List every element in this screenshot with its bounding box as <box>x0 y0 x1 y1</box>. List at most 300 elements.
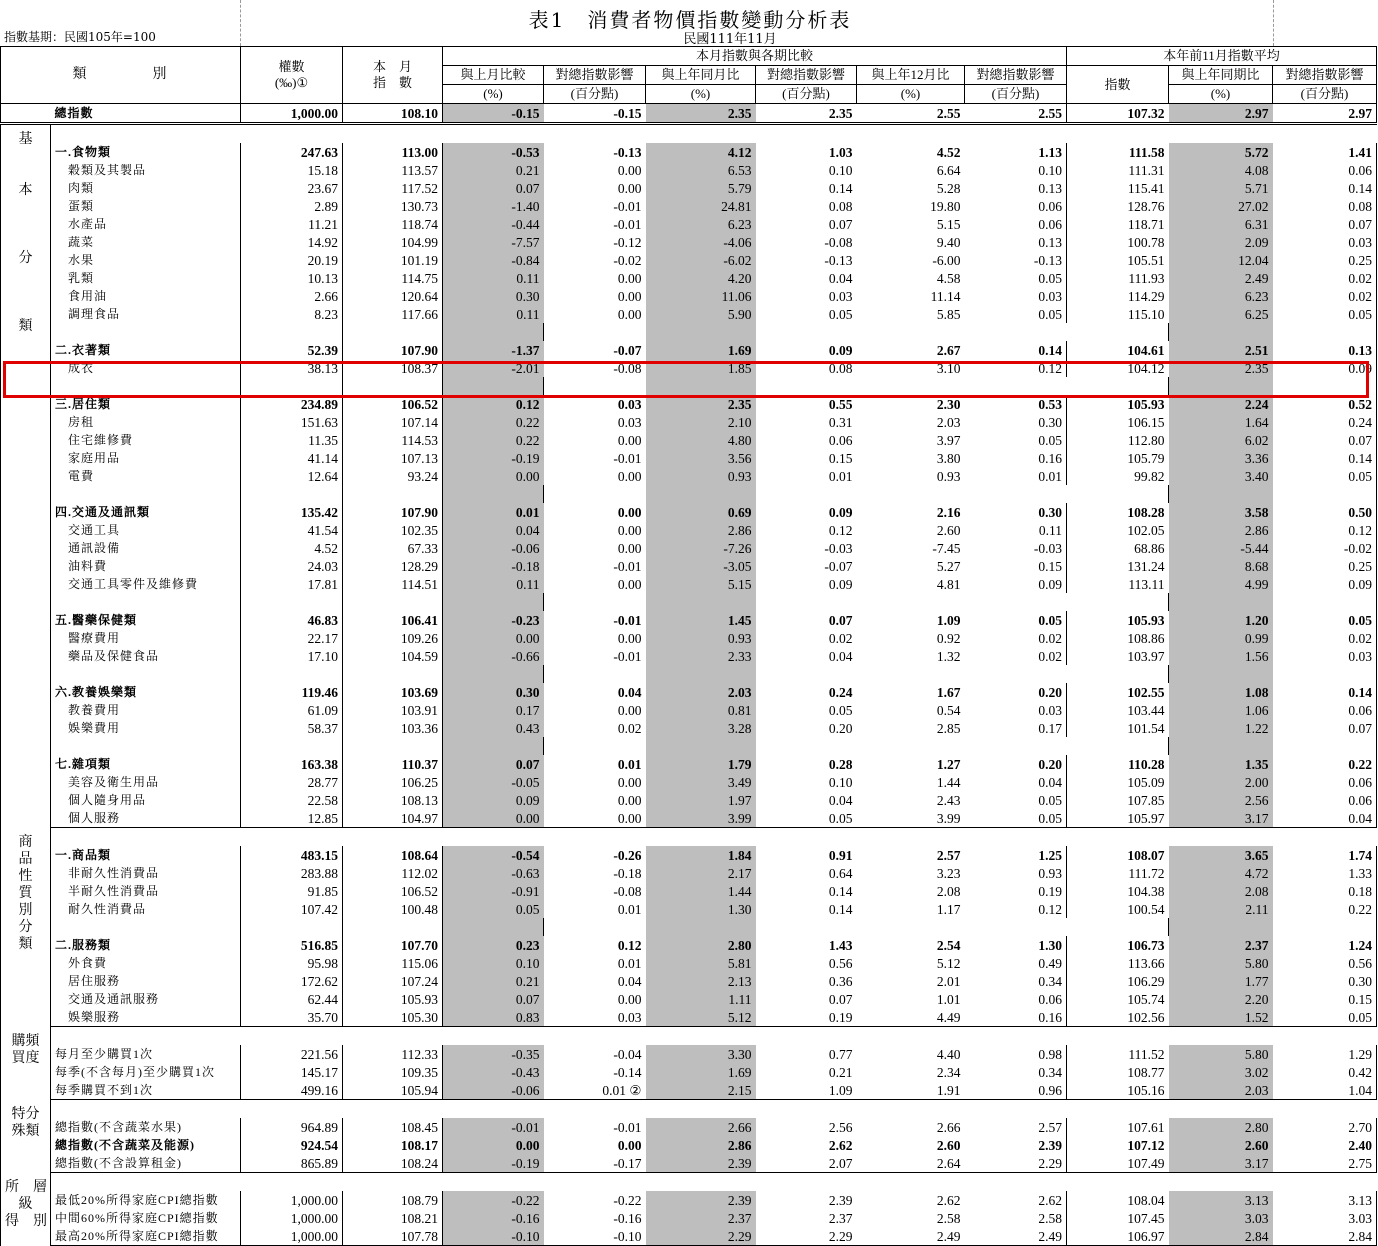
table-cell: 113.66 <box>1127 955 1165 971</box>
table-cell: 0.03 <box>544 1008 646 1027</box>
table-row <box>1 215 1377 233</box>
table-cell: 0.18 <box>1273 882 1377 900</box>
table-cell: -0.19 <box>443 449 544 467</box>
table-cell: 2.39 <box>965 1136 1067 1154</box>
table-cell: 107.45 <box>1127 1210 1165 1226</box>
table-row <box>1 359 1377 377</box>
table-cell: 104.61 <box>1127 342 1165 358</box>
table-row <box>1 1154 1377 1173</box>
table-cell: 105.30 <box>343 1008 443 1027</box>
table-cell: 0.09 <box>828 342 853 358</box>
table-cell: 0.04 <box>617 684 642 700</box>
table-cell: 3.97 <box>936 432 961 448</box>
table-cell: 0.07 <box>828 991 853 1007</box>
table-cell: 2.40 <box>1273 1136 1377 1154</box>
table-cell: 0.05 <box>756 809 857 828</box>
table-cell: 247.63 <box>241 143 343 161</box>
table-cell: 0.03 <box>1273 647 1377 665</box>
category-name: 二.服務類 <box>51 936 241 954</box>
table-cell: 0.10 <box>965 161 1067 179</box>
table-cell: 108.77 <box>1127 1064 1165 1080</box>
table-cell: 4.08 <box>1169 161 1273 179</box>
category-name: 乳類 <box>51 269 241 287</box>
table-cell: 2.84 <box>1273 1227 1377 1246</box>
table-cell: -0.15 <box>544 104 646 124</box>
spacer-row <box>1 737 1377 755</box>
table-row <box>1 539 1377 557</box>
table-cell: 2.60 <box>1169 1136 1273 1154</box>
table-cell: 1.41 <box>1273 143 1377 161</box>
table-cell: 1.44 <box>936 774 961 790</box>
table-cell: 5.80 <box>1169 1045 1273 1063</box>
table-cell: 0.07 <box>1273 215 1377 233</box>
table-cell: 5.90 <box>646 305 756 323</box>
table-cell: 1.20 <box>1169 611 1273 629</box>
table-cell: 117.52 <box>343 179 443 197</box>
table-cell: 2.15 <box>646 1081 756 1100</box>
table-cell: 3.99 <box>646 809 756 828</box>
table-cell: 2.86 <box>1169 521 1273 539</box>
table-cell: 0.03 <box>617 396 642 412</box>
header-unit: (%) <box>1169 85 1273 104</box>
category-name: 最低20%所得家庭CPI總指數 <box>51 1191 241 1209</box>
header-influence: 對總指數影響 <box>544 66 646 85</box>
category-name: 醫療費用 <box>51 629 241 647</box>
table-cell: 0.25 <box>1273 557 1377 575</box>
table-cell: 163.38 <box>241 755 343 773</box>
table-row <box>1 846 1377 864</box>
table-cell: 0.14 <box>828 883 853 899</box>
table-cell: 0.01 <box>965 467 1067 485</box>
table-cell: 0.09 <box>965 575 1067 593</box>
category-name: 半耐久性消費品 <box>51 882 241 900</box>
category-name: 住宅維修費 <box>51 431 241 449</box>
table-cell: 2.57 <box>965 1118 1067 1136</box>
table-cell: 2.86 <box>646 1136 756 1154</box>
table-cell: 2.86 <box>646 521 756 539</box>
table-row <box>1 791 1377 809</box>
table-cell: 1.30 <box>965 936 1067 954</box>
table-cell: 0.22 <box>1273 900 1377 918</box>
table-cell: 107.32 <box>1067 104 1169 124</box>
table-cell: 112.80 <box>1127 432 1165 448</box>
table-cell: 0.06 <box>828 432 853 448</box>
table-cell: 2.62 <box>936 1192 961 1208</box>
table-cell: 102.05 <box>1127 522 1165 538</box>
table-cell: 4.52 <box>936 144 961 160</box>
table-cell: 0.21 <box>443 161 544 179</box>
header-ytd-yoy: 與上年同期比 <box>1169 66 1273 85</box>
page-subtitle: 民國111年11月 <box>683 32 777 47</box>
table-cell: -0.63 <box>443 864 544 882</box>
table-cell: 46.83 <box>241 611 343 629</box>
table-row <box>1 143 1377 161</box>
table-row <box>1 683 1377 701</box>
category-name: 一.食物類 <box>51 143 241 161</box>
table-cell: -0.01 <box>613 198 642 214</box>
table-cell: 0.04 <box>443 521 544 539</box>
table-cell: 119.46 <box>241 683 343 701</box>
table-cell: 0.11 <box>443 269 544 287</box>
table-cell: 0.00 <box>617 1137 642 1153</box>
table-cell: 1.79 <box>646 755 756 773</box>
category-name: 個人服務 <box>51 809 241 828</box>
header-weight-unit: (‰)① <box>274 75 309 90</box>
table-cell: 1.97 <box>646 791 756 809</box>
table-cell: -0.35 <box>443 1045 544 1063</box>
table-cell: 5.12 <box>646 1008 756 1027</box>
table-row <box>1 413 1377 431</box>
table-cell: 100.54 <box>1127 901 1165 917</box>
table-cell: 108.10 <box>343 104 443 124</box>
table-cell: 1.84 <box>646 846 756 864</box>
category-name: 蛋類 <box>51 197 241 215</box>
table-cell: 2.84 <box>1169 1227 1273 1246</box>
table-cell: 0.12 <box>443 395 544 413</box>
header-influence: 對總指數影響 <box>756 66 857 85</box>
table-cell: 0.14 <box>965 341 1067 359</box>
table-cell: 2.60 <box>936 522 961 538</box>
table-cell: 0.01 <box>828 468 853 484</box>
table-cell: 107.12 <box>1127 1137 1165 1153</box>
table-cell: 12.85 <box>241 809 343 828</box>
table-cell: 5.28 <box>936 180 961 196</box>
table-cell: 1.25 <box>965 846 1067 864</box>
table-cell: 2.35 <box>1169 359 1273 377</box>
table-cell: 0.22 <box>443 431 544 449</box>
table-cell: 0.06 <box>965 197 1067 215</box>
table-row <box>1 954 1377 972</box>
table-cell: 128.76 <box>1127 198 1165 214</box>
group-label: 所 層 級 得 別 <box>1 1173 51 1246</box>
table-row <box>1 773 1377 791</box>
table-cell: 112.02 <box>343 864 443 882</box>
table-cell: 103.36 <box>343 719 443 737</box>
table-cell: 0.22 <box>443 413 544 431</box>
table-cell: 0.52 <box>1273 395 1377 413</box>
category-name: 每季(不含每月)至少購買1次 <box>51 1063 241 1081</box>
table-cell: 11.21 <box>241 215 343 233</box>
table-cell: 0.01 <box>617 955 642 971</box>
table-cell: 2.66 <box>241 287 343 305</box>
header-month-b: 指 數 <box>372 75 412 90</box>
category-name: 二.衣著類 <box>51 341 241 359</box>
table-cell: 0.00 <box>617 162 642 178</box>
table-cell: 0.30 <box>965 413 1067 431</box>
table-row <box>1 629 1377 647</box>
table-row <box>1 233 1377 251</box>
table-cell: 107.61 <box>1127 1119 1165 1135</box>
table-cell: 114.51 <box>343 575 443 593</box>
table-cell: -0.54 <box>443 846 544 864</box>
table-cell: 0.09 <box>1273 575 1377 593</box>
table-cell: 103.44 <box>1127 702 1165 718</box>
table-cell: 3.03 <box>1273 1209 1377 1227</box>
table-cell: 0.77 <box>828 1046 853 1062</box>
header-unit: (百分點) <box>1273 85 1377 104</box>
category-name: 娛樂服務 <box>51 1008 241 1027</box>
table-cell: 0.00 <box>617 540 642 556</box>
header-mom: 與上月比較 <box>443 66 544 85</box>
table-cell: 0.04 <box>617 973 642 989</box>
category-name: 娛樂費用 <box>51 719 241 737</box>
category-name: 交通工具 <box>51 521 241 539</box>
table-row <box>1 395 1377 413</box>
table-row <box>1 1008 1377 1027</box>
table-cell: 0.15 <box>1273 990 1377 1008</box>
table-cell: 2.70 <box>1273 1118 1377 1136</box>
table-cell: 2.80 <box>1169 1118 1273 1136</box>
table-cell: 28.77 <box>241 773 343 791</box>
table-cell: 3.99 <box>857 809 965 828</box>
table-cell: 24.03 <box>241 557 343 575</box>
table-cell: 0.30 <box>443 683 544 701</box>
table-cell: 0.11 <box>965 521 1067 539</box>
table-cell: 0.00 <box>617 576 642 592</box>
category-name: 藥品及保健食品 <box>51 647 241 665</box>
table-cell: -6.00 <box>932 252 961 268</box>
table-cell: 1.91 <box>857 1081 965 1100</box>
table-cell: -0.17 <box>544 1154 646 1173</box>
table-cell: 108.86 <box>1127 630 1165 646</box>
table-row <box>1 557 1377 575</box>
table-cell: 0.93 <box>965 864 1067 882</box>
table-cell: 1.85 <box>646 359 756 377</box>
table-cell: 3.10 <box>936 360 961 376</box>
table-cell: -0.03 <box>824 540 853 556</box>
table-cell: 1.45 <box>646 611 756 629</box>
table-cell: 5.72 <box>1169 143 1273 161</box>
table-cell: 105.93 <box>343 990 443 1008</box>
table-cell: 105.51 <box>1127 252 1165 268</box>
table-cell: 2.35 <box>646 395 756 413</box>
table-cell: 5.12 <box>936 955 961 971</box>
table-cell: 0.42 <box>1273 1063 1377 1081</box>
table-cell: 118.71 <box>1127 216 1165 232</box>
table-cell: 2.85 <box>936 720 961 736</box>
table-cell: 6.23 <box>1169 287 1273 305</box>
table-cell: 2.24 <box>1169 395 1273 413</box>
table-cell: 0.00 <box>617 270 642 286</box>
table-cell: 115.41 <box>1127 180 1165 196</box>
table-cell: -0.01 <box>613 1119 642 1135</box>
table-cell: 114.29 <box>1127 288 1165 304</box>
table-cell: 105.97 <box>1067 809 1169 828</box>
table-cell: 2.55 <box>857 104 965 124</box>
table-cell: 0.12 <box>965 900 1067 918</box>
table-cell: 4.81 <box>936 576 961 592</box>
table-cell: 0.05 <box>1273 467 1377 485</box>
table-cell: -0.06 <box>443 1081 544 1100</box>
table-cell: -0.19 <box>443 1154 544 1173</box>
table-cell: 107.70 <box>343 936 443 954</box>
table-cell: 0.01 <box>443 503 544 521</box>
table-cell: 1.64 <box>1169 413 1273 431</box>
table-cell: -0.53 <box>443 143 544 161</box>
table-cell: 4.12 <box>646 143 756 161</box>
table-cell: 0.20 <box>965 683 1067 701</box>
table-cell: 6.02 <box>1169 431 1273 449</box>
category-name: 電費 <box>51 467 241 485</box>
table-cell: 12.64 <box>241 467 343 485</box>
table-cell: 0.56 <box>1273 954 1377 972</box>
header-month-a: 本 月 <box>372 59 412 74</box>
spacer-row <box>1 1173 1377 1192</box>
table-cell: 0.03 <box>617 414 642 430</box>
table-cell: 4.72 <box>1169 864 1273 882</box>
table-cell: 0.12 <box>617 937 642 953</box>
table-cell: 3.65 <box>1169 846 1273 864</box>
table-cell: 111.58 <box>1128 144 1165 160</box>
table-cell: 2.30 <box>936 396 961 412</box>
table-cell: 0.30 <box>443 287 544 305</box>
table-cell: 23.67 <box>241 179 343 197</box>
header-vs-dec: 與上年12月比 <box>857 66 965 85</box>
table-cell: 106.52 <box>343 395 443 413</box>
table-cell: 0.00 <box>617 306 642 322</box>
table-cell: 2.60 <box>936 1137 961 1153</box>
table-cell: 100.78 <box>1127 234 1165 250</box>
table-cell: 2.37 <box>646 1209 756 1227</box>
divider <box>1273 0 1274 46</box>
table-cell: 0.69 <box>646 503 756 521</box>
category-name: 房租 <box>51 413 241 431</box>
table-cell: 0.02 <box>965 647 1067 665</box>
table-cell: 108.24 <box>343 1154 443 1173</box>
table-row <box>1 647 1377 665</box>
table-cell: 0.10 <box>828 162 853 178</box>
table-cell: 109.26 <box>343 629 443 647</box>
table-cell: 0.13 <box>1273 341 1377 359</box>
table-cell: 1.08 <box>1169 683 1273 701</box>
table-cell: 0.25 <box>1273 251 1377 269</box>
table-cell: 0.05 <box>1273 1008 1377 1027</box>
table-cell: -0.01 <box>613 558 642 574</box>
table-cell: 0.02 <box>1273 287 1377 305</box>
table-cell: 4.49 <box>857 1008 965 1027</box>
category-name: 家庭用品 <box>51 449 241 467</box>
table-cell: 5.79 <box>646 179 756 197</box>
spacer-row <box>1 828 1377 847</box>
table-cell: 1,000.00 <box>241 104 343 124</box>
table-cell: 1.52 <box>1169 1008 1273 1027</box>
table-cell: 67.33 <box>343 539 443 557</box>
table-cell: 5.71 <box>1169 179 1273 197</box>
table-cell: 0.00 <box>617 180 642 196</box>
category-name: 總指數(不含設算租金) <box>51 1154 241 1173</box>
table-cell: 0.19 <box>965 882 1067 900</box>
table-cell: 964.89 <box>241 1118 343 1136</box>
table-cell: 0.01 <box>617 901 642 917</box>
table-row <box>1 431 1377 449</box>
table-cell: 17.10 <box>241 647 343 665</box>
table-cell: -1.37 <box>443 341 544 359</box>
category-name: 總指數 <box>51 104 241 124</box>
table-cell: 0.34 <box>965 972 1067 990</box>
table-cell: 0.09 <box>443 791 544 809</box>
category-name: 中間60%所得家庭CPI總指數 <box>51 1209 241 1227</box>
table-cell: -0.01 <box>613 216 642 232</box>
table-cell: -0.07 <box>613 342 642 358</box>
table-row <box>1 179 1377 197</box>
table-cell: 107.13 <box>343 449 443 467</box>
table-cell: 2.58 <box>936 1210 961 1226</box>
header-influence: 對總指數影響 <box>1273 66 1377 85</box>
table-cell: 0.06 <box>965 215 1067 233</box>
table-cell: 130.73 <box>343 197 443 215</box>
table-cell: 0.06 <box>1273 161 1377 179</box>
table-cell: 108.21 <box>343 1209 443 1227</box>
table-cell: 0.92 <box>936 630 961 646</box>
table-cell: 3.30 <box>646 1045 756 1063</box>
table-cell: -0.10 <box>443 1227 544 1246</box>
table-cell: 111.93 <box>1128 270 1165 286</box>
table-row <box>1 1063 1377 1081</box>
table-cell: 0.21 <box>828 1064 853 1080</box>
spacer-row <box>1 1100 1377 1119</box>
table-cell: 0.10 <box>443 954 544 972</box>
header-category: 類 別 <box>1 47 241 104</box>
table-cell: 2.54 <box>936 937 961 953</box>
table-cell: 2.75 <box>1273 1154 1377 1173</box>
header-weight <box>241 47 343 104</box>
table-cell: 0.00 <box>443 629 544 647</box>
table-row <box>1 104 1377 124</box>
table-cell: 2.09 <box>1169 233 1273 251</box>
table-cell: 1.74 <box>1273 846 1377 864</box>
table-cell: 107.14 <box>343 413 443 431</box>
table-cell: 0.93 <box>646 467 756 485</box>
table-cell: 62.44 <box>241 990 343 1008</box>
table-row <box>1 449 1377 467</box>
table-cell: 95.98 <box>241 954 343 972</box>
table-cell: 0.00 <box>443 1136 544 1154</box>
table-cell: 3.58 <box>1169 503 1273 521</box>
table-cell: 3.36 <box>1169 449 1273 467</box>
table-cell: 0.01 ② <box>544 1081 646 1100</box>
table-cell: 0.05 <box>965 431 1067 449</box>
table-cell: -0.02 <box>613 252 642 268</box>
table-cell: -0.26 <box>613 847 642 863</box>
table-cell: 2.00 <box>1169 773 1273 791</box>
table-cell: -0.05 <box>443 773 544 791</box>
table-cell: 2.35 <box>646 104 756 124</box>
table-cell: 105.16 <box>1067 1081 1169 1100</box>
table-cell: 2.39 <box>646 1154 756 1173</box>
table-cell: 4.40 <box>936 1046 961 1062</box>
table-cell: 0.09 <box>828 576 853 592</box>
table-cell: 102.55 <box>1127 684 1165 700</box>
table-cell: 107.42 <box>241 900 343 918</box>
table-cell: -0.13 <box>613 144 642 160</box>
table-cell: 0.12 <box>828 522 853 538</box>
table-cell: 4.80 <box>646 431 756 449</box>
table-cell: 2.97 <box>1169 104 1273 124</box>
table-cell: 0.24 <box>828 684 853 700</box>
table-cell: 108.64 <box>343 846 443 864</box>
table-cell: 0.55 <box>828 396 853 412</box>
table-cell: 117.66 <box>343 305 443 323</box>
table-cell: 3.13 <box>1273 1191 1377 1209</box>
table-cell: 1.44 <box>646 882 756 900</box>
header-unit: (%) <box>857 85 965 104</box>
table-row <box>1 467 1377 485</box>
table-cell: -0.44 <box>443 215 544 233</box>
table-cell: 4.20 <box>646 269 756 287</box>
table-cell: 0.13 <box>965 179 1067 197</box>
divider <box>240 0 241 46</box>
table-cell: 3.23 <box>936 865 961 881</box>
